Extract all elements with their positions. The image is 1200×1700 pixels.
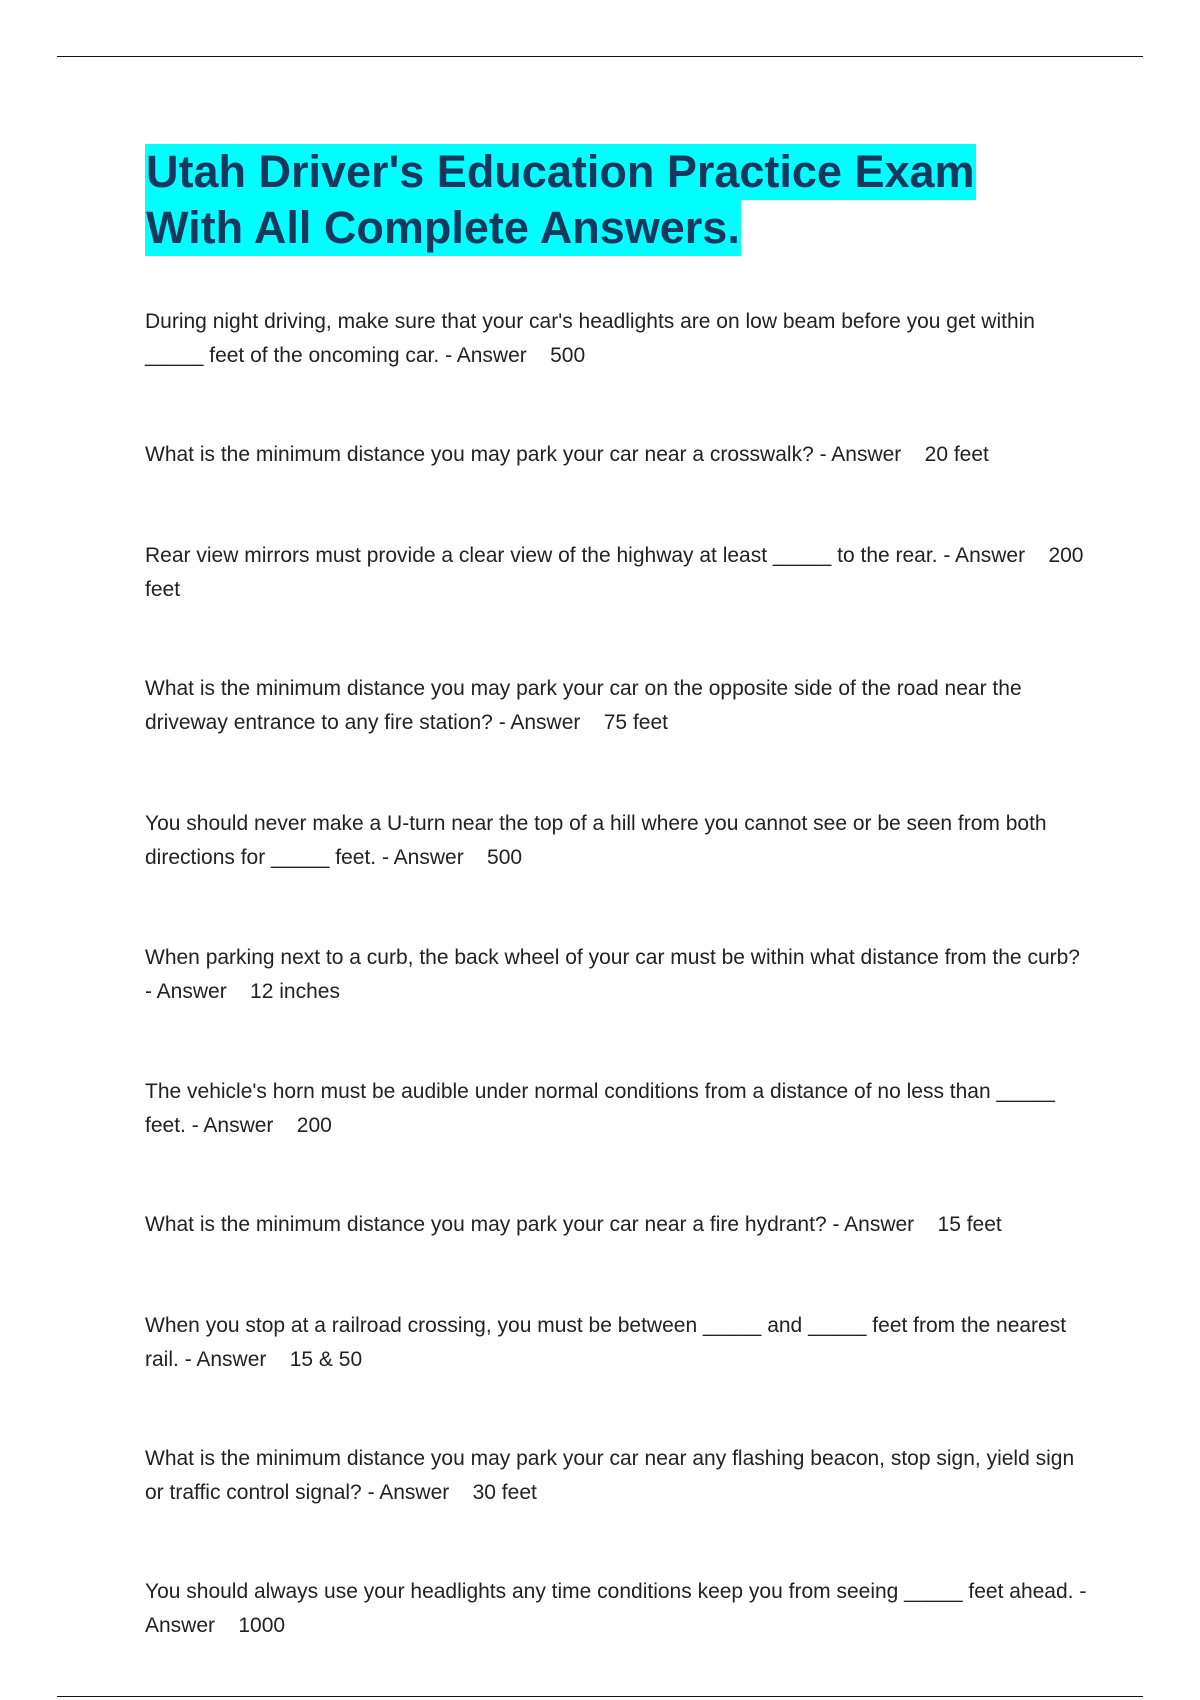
answer-marker: - Answer [832,1213,915,1236]
question-text: During night driving, make sure that your car's headlights are on low beam before you get within _____ feet of the oncoming car. [145,310,1035,367]
qa-item [145,1075,1090,1143]
bottom-divider [57,1696,1143,1697]
qa-item [145,941,1090,1009]
answer-text: 200 [296,1114,332,1137]
qa-item [145,539,1090,607]
answer-text: 15 & 50 [289,1348,363,1371]
qa-item [145,1442,1090,1510]
question-text: When you stop at a railroad crossing, you must be between _____ and _____ feet from the nearest rail. [145,1314,1067,1371]
answer-marker: - Answer [184,1348,267,1371]
question-text: What is the minimum distance you may park your car near any flashing beacon, stop sign, yield sign or traffic control signal? [145,1447,1075,1504]
answer-text: 30 feet [472,1481,537,1504]
qa-item [145,438,1090,472]
qa-item [145,672,1090,740]
answer-text: 15 feet [937,1213,1002,1236]
title-line-2: With All Complete Answers. [145,200,741,256]
question-text: What is the minimum distance you may park your car on the opposite side of the road near the driveway entrance to any fire station? [145,677,1022,734]
qa-item [145,1309,1090,1377]
answer-marker: - Answer [191,1114,274,1137]
qa-item [145,305,1090,373]
answer-marker: - Answer [445,344,527,367]
answer-marker: - Answer [382,846,464,869]
question-text: You should never make a U-turn near the top of a hill where you cannot see or be seen from both directions for _____ feet. [145,812,1047,869]
answer-text: 500 [487,846,523,869]
question-text: The vehicle's horn must be audible under normal conditions from a distance of no less than _____ feet. [145,1080,1055,1137]
answer-marker: - Answer [145,980,227,1003]
answer-marker: - Answer [819,443,902,466]
answer-text: 1000 [238,1614,286,1637]
answer-marker: - Answer [367,1481,450,1504]
question-text: What is the minimum distance you may park your car near a crosswalk? [145,443,814,466]
answer-text: 12 inches [250,980,340,1003]
qa-item [145,1208,1090,1242]
qa-item [145,1575,1090,1643]
answer-text: 20 feet [924,443,989,466]
question-text: When parking next to a curb, the back wheel of your car must be within what distance from the curb? [145,946,1080,969]
answer-marker: - Answer [943,544,1026,567]
title-line-1: Utah Driver's Education Practice Exam [145,144,976,200]
document-title [145,144,1105,256]
answer-text: 200 feet [145,544,1084,601]
answer-text: 75 feet [603,711,668,734]
question-text: What is the minimum distance you may park your car near a fire hydrant? [145,1213,827,1236]
qa-item [145,807,1090,875]
question-text: Rear view mirrors must provide a clear view of the highway at least _____ to the rear. [145,544,938,567]
answer-text: 500 [550,344,586,367]
answer-marker: - Answer [145,1580,1087,1637]
question-text: You should always use your headlights any time conditions keep you from seeing _____ feet ahead. [145,1580,1074,1603]
answer-marker: - Answer [498,711,581,734]
top-divider [57,56,1143,57]
